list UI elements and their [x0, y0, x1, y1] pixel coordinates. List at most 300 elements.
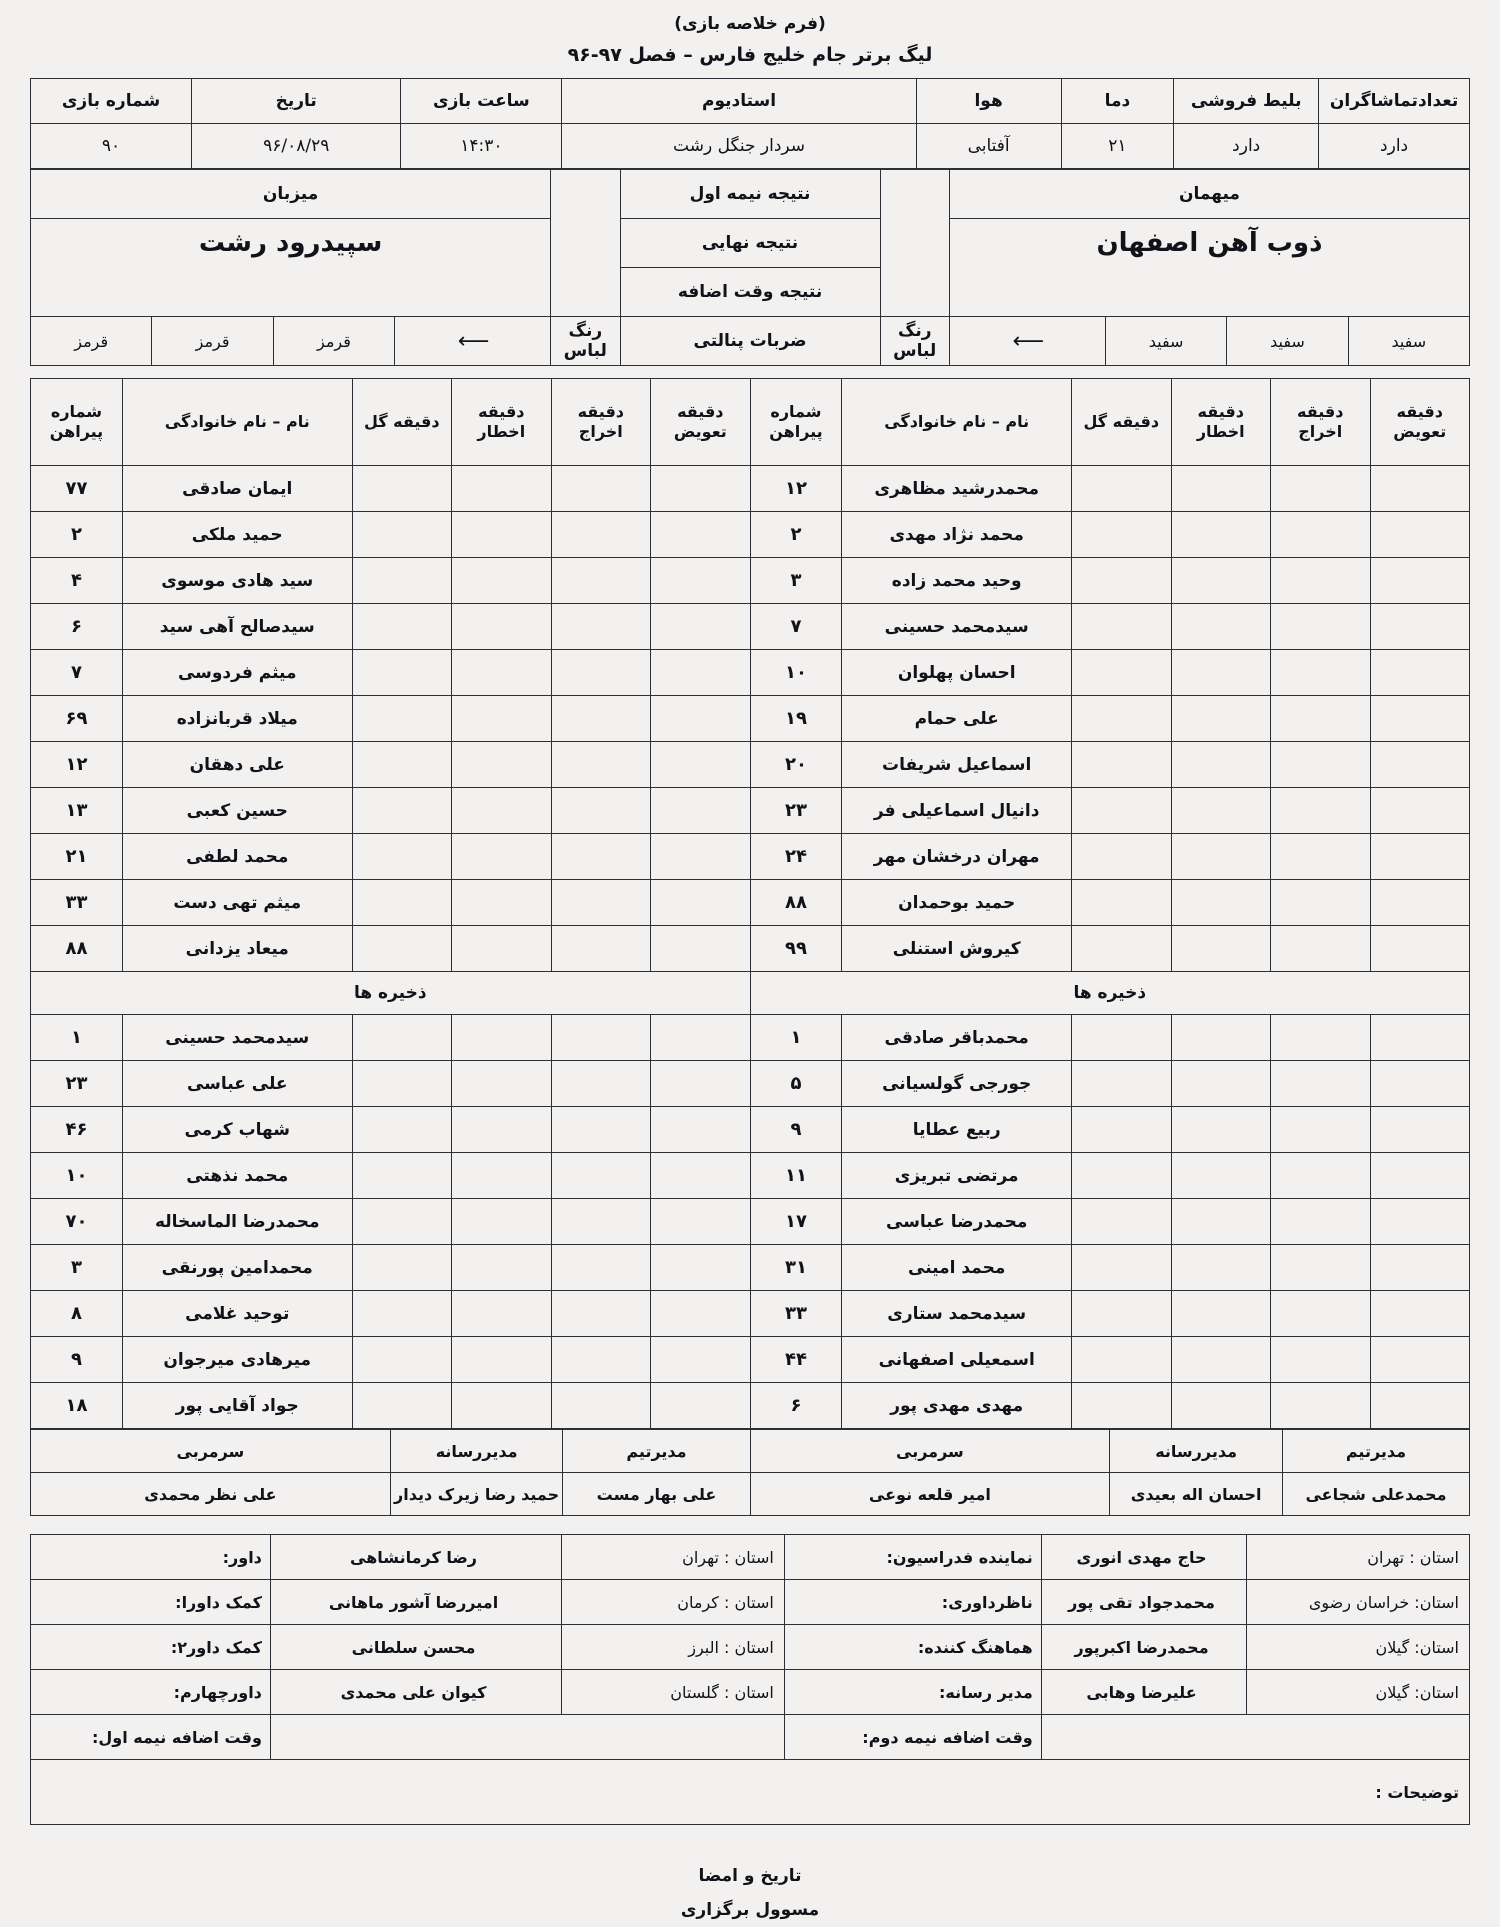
home-player-name: حمید ملکی [122, 512, 352, 558]
home-goal-min [352, 650, 452, 696]
home-goal-min [352, 1291, 452, 1337]
away-player-number: ۳ [750, 558, 842, 604]
officials-row [31, 1580, 1470, 1625]
label-temperature: دما [1061, 79, 1174, 124]
home-dis-min [551, 880, 651, 926]
away-goal-min [1072, 926, 1172, 972]
home-sub-min [651, 788, 751, 834]
away-sub-min [1370, 926, 1470, 972]
away-sub-number: ۱ [750, 1015, 842, 1061]
home-goal-min [352, 466, 452, 512]
home-player-name: علی دهقان [122, 742, 352, 788]
away-player-number: ۱۰ [750, 650, 842, 696]
value-kickoff: ۱۴:۳۰ [401, 124, 562, 169]
away-sub-min [1370, 650, 1470, 696]
away-cau-min [1171, 1291, 1271, 1337]
document-header [30, 14, 1470, 66]
home-dis-min [551, 1291, 651, 1337]
table-row [31, 1291, 1470, 1337]
home-cau-min [452, 1337, 552, 1383]
home-sub-name: محمدرضا الماسخاله [122, 1199, 352, 1245]
away-player-number: ۲۳ [750, 788, 842, 834]
assistant2-name: محسن سلطانی [270, 1625, 561, 1670]
home-sub-min [651, 926, 751, 972]
away-player-name: مهران درخشان مهر [842, 834, 1072, 880]
penalty-label: ضربات پنالتی [620, 317, 880, 366]
away-color-2: سفید [1227, 317, 1348, 366]
away-goal-min [1072, 1383, 1172, 1429]
home-sub-min [651, 1015, 751, 1061]
away-team-manager-name: محمدعلی شجاعی [1282, 1473, 1469, 1516]
home-cau-min [452, 650, 552, 696]
home-sub-min [651, 604, 751, 650]
home-team-manager-label: مدیرتیم [563, 1430, 750, 1473]
home-cau-min [452, 1061, 552, 1107]
home-cau-min [452, 604, 552, 650]
home-player-number: ۶۹ [31, 696, 123, 742]
home-player-name: سیدصالح آهی سید [122, 604, 352, 650]
away-col-shirt: شماره پیراهن [750, 379, 842, 466]
away-color-1: سفید [1105, 317, 1226, 366]
home-cau-min [452, 926, 552, 972]
away-media-manager-label: مدیررسانه [1110, 1430, 1283, 1473]
away-dis-min [1271, 1337, 1371, 1383]
table-row [31, 1337, 1470, 1383]
away-goal-min [1072, 834, 1172, 880]
home-player-number: ۸۸ [31, 926, 123, 972]
value-temperature: ۲۱ [1061, 124, 1174, 169]
away-sub-number: ۳۱ [750, 1245, 842, 1291]
value-date: ۹۶/۰۸/۲۹ [192, 124, 401, 169]
away-cau-min [1171, 880, 1271, 926]
table-row [31, 696, 1470, 742]
away-dis-min [1271, 788, 1371, 834]
label-stadium: استادیوم [562, 79, 916, 124]
score-row-label-1: نتیجه نیمه اول [620, 170, 880, 219]
fourth-official-label: داورچهارم: [31, 1670, 271, 1715]
match-info-value-row [31, 124, 1470, 169]
home-sub-min [651, 1107, 751, 1153]
away-col-goal: دقیقه گل [1072, 379, 1172, 466]
away-sub-min [1370, 1107, 1470, 1153]
staff-value-row [31, 1473, 1470, 1516]
away-sub-min [1370, 834, 1470, 880]
table-row [31, 512, 1470, 558]
away-cau-min [1171, 696, 1271, 742]
referee-province: استان : تهران [562, 1535, 785, 1580]
away-sub-min [1370, 1061, 1470, 1107]
away-kit-label: رنگ لباس [880, 317, 949, 366]
home-goal-min [352, 696, 452, 742]
home-substitutes-label: ذخیره ها [31, 972, 751, 1015]
home-dis-min [551, 558, 651, 604]
away-dis-min [1271, 742, 1371, 788]
home-cau-min [452, 512, 552, 558]
home-team-name: سپیدرود رشت [31, 219, 551, 268]
away-goal-min [1072, 1291, 1172, 1337]
officials-row [31, 1670, 1470, 1715]
home-sub-min [651, 650, 751, 696]
home-dis-min [551, 926, 651, 972]
home-cau-min [452, 788, 552, 834]
home-sub-min [651, 742, 751, 788]
away-kit-arrow-icon: ⟵ [949, 317, 1105, 366]
home-col-substitution: دقیقه تعویض [651, 379, 751, 466]
home-score-half1-box [551, 170, 620, 219]
away-cau-min [1171, 1383, 1271, 1429]
home-dis-min [551, 1337, 651, 1383]
home-sub-min [651, 512, 751, 558]
score-row-label-2: نتیجه نهایی [620, 219, 880, 268]
home-goal-min [352, 788, 452, 834]
home-goal-min [352, 1153, 452, 1199]
away-color-3: سفید [1348, 317, 1469, 366]
home-cau-min [452, 880, 552, 926]
away-dis-min [1271, 466, 1371, 512]
away-player-name: دانیال اسماعیلی فر [842, 788, 1072, 834]
table-row [31, 1245, 1470, 1291]
away-name-spacer [949, 268, 1469, 317]
away-goal-min [1072, 512, 1172, 558]
home-goal-min [352, 742, 452, 788]
home-player-number: ۷ [31, 650, 123, 696]
table-row [31, 1153, 1470, 1199]
fourth-official-province: استان : گلستان [562, 1670, 785, 1715]
teams-name-row [31, 219, 1470, 268]
home-kit-label: رنگ لباس [551, 317, 620, 366]
away-sub-number: ۱۱ [750, 1153, 842, 1199]
referee-name: رضا کرمانشاهی [270, 1535, 561, 1580]
home-player-number: ۲۱ [31, 834, 123, 880]
home-cau-min [452, 1291, 552, 1337]
home-player-name: میلاد قربانزاده [122, 696, 352, 742]
away-cau-min [1171, 742, 1271, 788]
away-goal-min [1072, 1153, 1172, 1199]
footer-organizer: مسوول برگزاری [680, 1900, 820, 1920]
footer-date-signature: تاریخ و امضا [698, 1866, 802, 1886]
teams-score-table [30, 169, 1470, 366]
away-sub-number: ۵ [750, 1061, 842, 1107]
away-substitutes-label: ذخیره ها [750, 972, 1469, 1015]
label-spectators: تعدادتماشاگران [1319, 79, 1470, 124]
home-player-name: سید هادی موسوی [122, 558, 352, 604]
label-kickoff: ساعت بازی [401, 79, 562, 124]
away-cau-min [1171, 1015, 1271, 1061]
home-dis-min [551, 1015, 651, 1061]
table-row [31, 558, 1470, 604]
away-player-number: ۱۲ [750, 466, 842, 512]
home-sub-min [651, 558, 751, 604]
away-team-manager-label: مدیرتیم [1282, 1430, 1469, 1473]
home-cau-min [452, 696, 552, 742]
home-name-spacer [31, 268, 551, 317]
away-goal-min [1072, 1015, 1172, 1061]
away-sub-min [1370, 466, 1470, 512]
home-head-coach-name: علی نظر محمدی [31, 1473, 391, 1516]
home-cau-min [452, 1107, 552, 1153]
away-player-name: محمدرشید مظاهری [842, 466, 1072, 512]
away-sub-name: محمدرضا عباسی [842, 1199, 1072, 1245]
home-score-extra-box [551, 268, 620, 317]
away-head-coach-label: سرمربی [750, 1430, 1110, 1473]
home-col-goal: دقیقه گل [352, 379, 452, 466]
notes-row [31, 1760, 1470, 1825]
home-sub-name: توحید غلامی [122, 1291, 352, 1337]
home-head-coach-label: سرمربی [31, 1430, 391, 1473]
away-sub-min [1370, 880, 1470, 926]
away-sub-number: ۹ [750, 1107, 842, 1153]
away-player-name: احسان پهلوان [842, 650, 1072, 696]
table-row [31, 1015, 1470, 1061]
home-media-manager-name: حمید رضا زیرک دیدار [390, 1473, 563, 1516]
home-color-1: قرمز [273, 317, 394, 366]
away-goal-min [1072, 1061, 1172, 1107]
away-dis-min [1271, 696, 1371, 742]
away-team-label: میهمان [949, 170, 1469, 219]
home-sub-min [651, 1291, 751, 1337]
home-dis-min [551, 834, 651, 880]
away-sub-name: جورجی گولسیانی [842, 1061, 1072, 1107]
home-sub-min [651, 880, 751, 926]
staff-label-row [31, 1430, 1470, 1473]
officials-row [31, 1535, 1470, 1580]
home-sub-min [651, 1199, 751, 1245]
away-sub-min [1370, 604, 1470, 650]
home-sub-number: ۴۶ [31, 1107, 123, 1153]
away-sub-min [1370, 1199, 1470, 1245]
home-goal-min [352, 1337, 452, 1383]
home-cau-min [452, 1199, 552, 1245]
home-dis-min [551, 1107, 651, 1153]
away-cau-min [1171, 1061, 1271, 1107]
added-time-first-half-label: وقت اضافه نیمه اول: [31, 1715, 271, 1760]
officials-table [30, 1534, 1470, 1825]
home-sub-number: ۱۰ [31, 1153, 123, 1199]
away-sub-name: ربیع عطایا [842, 1107, 1072, 1153]
away-media-manager-name: احسان اله بعیدی [1110, 1473, 1283, 1516]
label-date: تاریخ [192, 79, 401, 124]
home-dis-min [551, 696, 651, 742]
referee-observer-label: ناظرداوری: [784, 1580, 1041, 1625]
table-row [31, 604, 1470, 650]
value-spectators: دارد [1319, 124, 1470, 169]
home-dis-min [551, 650, 651, 696]
home-goal-min [352, 834, 452, 880]
home-sub-min [651, 1061, 751, 1107]
home-goal-min [352, 1015, 452, 1061]
away-sub-name: محمد امینی [842, 1245, 1072, 1291]
home-dis-min [551, 1383, 651, 1429]
away-sub-number: ۴۴ [750, 1337, 842, 1383]
value-stadium: سردار جنگل رشت [562, 124, 916, 169]
home-cau-min [452, 834, 552, 880]
away-cau-min [1171, 1245, 1271, 1291]
away-goal-min [1072, 696, 1172, 742]
away-player-number: ۲۴ [750, 834, 842, 880]
coordinator-label: هماهنگ کننده: [784, 1625, 1041, 1670]
home-sub-name: محمدامین پورنقی [122, 1245, 352, 1291]
home-sub-min [651, 466, 751, 512]
home-sub-name: جواد آقایی پور [122, 1383, 352, 1429]
away-goal-min [1072, 1199, 1172, 1245]
home-dis-min [551, 1199, 651, 1245]
home-sub-number: ۹ [31, 1337, 123, 1383]
home-goal-min [352, 604, 452, 650]
table-row [31, 926, 1470, 972]
label-ticketing: بلیط فروشی [1174, 79, 1319, 124]
home-player-number: ۶ [31, 604, 123, 650]
away-sub-min [1370, 1015, 1470, 1061]
table-row [31, 742, 1470, 788]
table-row [31, 650, 1470, 696]
teams-extratime-row [31, 268, 1470, 317]
assistant1-province: استان : کرمان [562, 1580, 785, 1625]
label-game-number: شماره بازی [31, 79, 192, 124]
away-goal-min [1072, 788, 1172, 834]
referee-label: داور: [31, 1535, 271, 1580]
match-info-table [30, 78, 1470, 169]
kit-colors-row [31, 317, 1470, 366]
referee-observer-name: محمدجواد تقی پور [1041, 1580, 1247, 1625]
away-sub-min [1370, 742, 1470, 788]
away-sub-min [1370, 1337, 1470, 1383]
home-player-name: میعاد یزدانی [122, 926, 352, 972]
away-goal-min [1072, 742, 1172, 788]
away-dis-min [1271, 1107, 1371, 1153]
form-label: (فرم خلاصه بازی) [674, 14, 826, 34]
away-player-number: ۲۰ [750, 742, 842, 788]
home-player-name: حسین کعبی [122, 788, 352, 834]
away-sub-name: مهدی مهدی پور [842, 1383, 1072, 1429]
home-player-name: محمد لطفی [122, 834, 352, 880]
home-team-manager-name: علی بهار مست [563, 1473, 750, 1516]
away-dis-min [1271, 1291, 1371, 1337]
away-head-coach-name: امیر قلعه نوعی [750, 1473, 1110, 1516]
away-cau-min [1171, 926, 1271, 972]
away-goal-min [1072, 558, 1172, 604]
away-sub-min [1370, 1153, 1470, 1199]
away-sub-number: ۶ [750, 1383, 842, 1429]
away-sub-number: ۱۷ [750, 1199, 842, 1245]
away-goal-min [1072, 466, 1172, 512]
away-cau-min [1171, 604, 1271, 650]
roster-header-row [31, 379, 1470, 466]
away-sub-name: سیدمحمد ستاری [842, 1291, 1072, 1337]
added-time-row [31, 1715, 1470, 1760]
away-goal-min [1072, 604, 1172, 650]
federation-rep-label: نماینده فدراسیون: [784, 1535, 1041, 1580]
federation-rep-name: حاج مهدی انوری [1041, 1535, 1247, 1580]
away-player-number: ۲ [750, 512, 842, 558]
away-col-dismissal: دقیقه اخراج [1271, 379, 1371, 466]
away-cau-min [1171, 1337, 1271, 1383]
media-director-label: مدیر رسانه: [784, 1670, 1041, 1715]
media-director-province: استان: گیلان [1247, 1670, 1470, 1715]
away-dis-min [1271, 1199, 1371, 1245]
away-dis-min [1271, 1015, 1371, 1061]
away-cau-min [1171, 834, 1271, 880]
added-time-second-half-label: وقت اضافه نیمه دوم: [784, 1715, 1041, 1760]
home-score-final-box [551, 219, 620, 268]
away-dis-min [1271, 926, 1371, 972]
away-goal-min [1072, 1337, 1172, 1383]
home-player-number: ۷۷ [31, 466, 123, 512]
away-col-caution: دقیقه اخطار [1171, 379, 1271, 466]
away-dis-min [1271, 834, 1371, 880]
home-sub-min [651, 834, 751, 880]
home-col-shirt: شماره پیراهن [31, 379, 123, 466]
home-media-manager-label: مدیررسانه [390, 1430, 563, 1473]
staff-table [30, 1429, 1470, 1516]
home-player-number: ۲ [31, 512, 123, 558]
home-dis-min [551, 1245, 651, 1291]
away-team-name: ذوب آهن اصفهان [949, 219, 1469, 268]
away-player-number: ۱۹ [750, 696, 842, 742]
home-sub-number: ۳ [31, 1245, 123, 1291]
away-col-name: نام – نام خانوادگی [842, 379, 1072, 466]
table-row [31, 834, 1470, 880]
away-goal-min [1072, 650, 1172, 696]
media-director-name: علیرضا وهابی [1041, 1670, 1247, 1715]
home-color-3: قرمز [31, 317, 152, 366]
home-goal-min [352, 1199, 452, 1245]
home-cau-min [452, 1015, 552, 1061]
home-col-caution: دقیقه اخطار [452, 379, 552, 466]
away-player-number: ۷ [750, 604, 842, 650]
home-color-2: قرمز [152, 317, 273, 366]
home-cau-min [452, 1383, 552, 1429]
away-cau-min [1171, 650, 1271, 696]
away-cau-min [1171, 466, 1271, 512]
assistant2-label: کمک داور۲: [31, 1625, 271, 1670]
home-goal-min [352, 880, 452, 926]
away-player-number: ۸۸ [750, 880, 842, 926]
coordinator-name: محمدرضا اکبرپور [1041, 1625, 1247, 1670]
home-col-dismissal: دقیقه اخراج [551, 379, 651, 466]
home-cau-min [452, 1153, 552, 1199]
home-dis-min [551, 742, 651, 788]
table-row [31, 880, 1470, 926]
away-cau-min [1171, 558, 1271, 604]
home-sub-min [651, 1245, 751, 1291]
home-dis-min [551, 512, 651, 558]
away-dis-min [1271, 1383, 1371, 1429]
table-row [31, 466, 1470, 512]
home-cau-min [452, 466, 552, 512]
away-dis-min [1271, 1061, 1371, 1107]
home-cau-min [452, 1245, 552, 1291]
document-footer [30, 1859, 1470, 1927]
value-ticketing: دارد [1174, 124, 1319, 169]
away-sub-min [1370, 1383, 1470, 1429]
home-col-name: نام – نام خانوادگی [122, 379, 352, 466]
away-goal-min [1072, 880, 1172, 926]
home-dis-min [551, 788, 651, 834]
home-player-name: ایمان صادقی [122, 466, 352, 512]
teams-label-row [31, 170, 1470, 219]
value-weather: آفتابی [916, 124, 1061, 169]
table-row [31, 1107, 1470, 1153]
away-score-extra-box [880, 268, 949, 317]
away-player-name: سیدمحمد حسینی [842, 604, 1072, 650]
home-sub-name: محمد نذهتی [122, 1153, 352, 1199]
table-row [31, 1383, 1470, 1429]
home-player-name: میثم فردوسی [122, 650, 352, 696]
added-time-second-half-box [1041, 1715, 1469, 1760]
fourth-official-name: کیوان علی محمدی [270, 1670, 561, 1715]
home-sub-number: ۲۳ [31, 1061, 123, 1107]
away-player-name: اسماعیل شریفات [842, 742, 1072, 788]
